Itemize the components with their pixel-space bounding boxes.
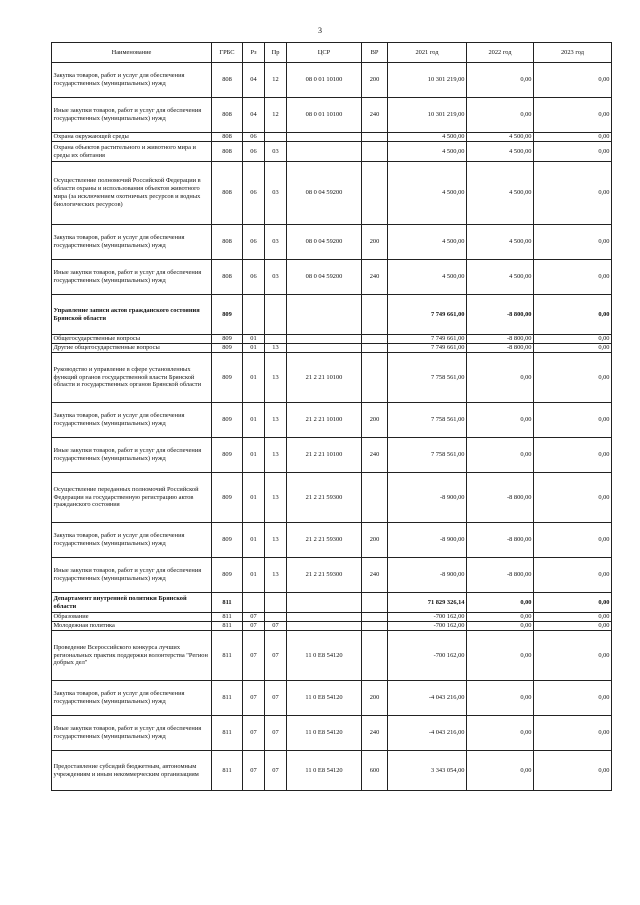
cell-vr	[362, 622, 388, 631]
cell-grbs: 809	[212, 335, 243, 344]
cell-2023: 0,00	[534, 295, 612, 335]
cell-rz: 07	[243, 622, 265, 631]
cell-2021: 4 500,00	[388, 133, 467, 142]
cell-pr: 13	[265, 403, 287, 438]
cell-pr: 13	[265, 523, 287, 558]
cell-grbs: 808	[212, 142, 243, 162]
cell-2023: 0,00	[534, 631, 612, 681]
cell-grbs: 809	[212, 438, 243, 473]
cell-2021: 4 500,00	[388, 142, 467, 162]
cell-pr	[265, 613, 287, 622]
cell-rz: 01	[243, 438, 265, 473]
cell-pr: 07	[265, 681, 287, 716]
cell-name: Закупка товаров, работ и услуг для обеспечения государственных (муниципальных) нужд	[52, 523, 212, 558]
cell-csr	[287, 133, 362, 142]
cell-2021: -700 162,00	[388, 622, 467, 631]
table-row	[52, 353, 612, 403]
cell-grbs: 808	[212, 133, 243, 142]
cell-vr: 600	[362, 751, 388, 791]
cell-vr	[362, 142, 388, 162]
cell-2022: -8 800,00	[467, 344, 534, 353]
cell-rz: 01	[243, 523, 265, 558]
cell-rz: 01	[243, 353, 265, 403]
table-row	[52, 631, 612, 681]
cell-vr: 200	[362, 681, 388, 716]
cell-2023: 0,00	[534, 681, 612, 716]
cell-rz: 01	[243, 558, 265, 593]
col-header-grbs: ГРБС	[212, 43, 243, 63]
table-row	[52, 473, 612, 523]
cell-2022: 4 500,00	[467, 162, 534, 225]
table-row	[52, 344, 612, 353]
cell-grbs: 808	[212, 98, 243, 133]
cell-2023: 0,00	[534, 558, 612, 593]
cell-name: Иные закупки товаров, работ и услуг для обеспечения государственных (муниципальных) нужд	[52, 438, 212, 473]
table-row	[52, 260, 612, 295]
cell-pr: 12	[265, 63, 287, 98]
cell-name: Иные закупки товаров, работ и услуг для обеспечения государственных (муниципальных) нужд	[52, 716, 212, 751]
cell-rz: 04	[243, 98, 265, 133]
cell-csr	[287, 344, 362, 353]
cell-grbs: 811	[212, 751, 243, 791]
col-header-csr: ЦСР	[287, 43, 362, 63]
cell-2023: 0,00	[534, 593, 612, 613]
cell-pr: 03	[265, 260, 287, 295]
cell-2023: 0,00	[534, 225, 612, 260]
cell-grbs: 811	[212, 631, 243, 681]
cell-rz: 07	[243, 716, 265, 751]
cell-vr	[362, 473, 388, 523]
table-row	[52, 63, 612, 98]
cell-name: Иные закупки товаров, работ и услуг для обеспечения государственных (муниципальных) нужд	[52, 260, 212, 295]
cell-2023: 0,00	[534, 162, 612, 225]
cell-name: Проведение Всероссийского конкурса лучших региональных практик поддержки волонтерства "Регион добрых дел"	[52, 631, 212, 681]
cell-2022: -8 800,00	[467, 558, 534, 593]
cell-2022: 0,00	[467, 716, 534, 751]
cell-name: Охрана объектов растительного и животного мира и среды их обитания	[52, 142, 212, 162]
cell-pr: 07	[265, 631, 287, 681]
table-row	[52, 681, 612, 716]
cell-csr: 11 0 E8 54120	[287, 716, 362, 751]
cell-2022: -8 800,00	[467, 295, 534, 335]
cell-2023: 0,00	[534, 438, 612, 473]
cell-name: Управление записи актов гражданского состояния Брянской области	[52, 295, 212, 335]
cell-2021: 4 500,00	[388, 260, 467, 295]
cell-grbs: 808	[212, 162, 243, 225]
cell-grbs: 811	[212, 681, 243, 716]
cell-csr	[287, 622, 362, 631]
cell-rz: 07	[243, 751, 265, 791]
cell-vr: 240	[362, 98, 388, 133]
cell-vr	[362, 162, 388, 225]
cell-name: Иные закупки товаров, работ и услуг для обеспечения государственных (муниципальных) нужд	[52, 558, 212, 593]
cell-2023: 0,00	[534, 335, 612, 344]
cell-grbs: 809	[212, 295, 243, 335]
cell-vr: 200	[362, 523, 388, 558]
table-row	[52, 613, 612, 622]
budget-table	[51, 42, 612, 791]
cell-2022: 0,00	[467, 631, 534, 681]
cell-2021: -4 043 216,00	[388, 716, 467, 751]
col-header-pr: Пр	[265, 43, 287, 63]
cell-pr: 03	[265, 142, 287, 162]
cell-grbs: 811	[212, 613, 243, 622]
cell-csr	[287, 295, 362, 335]
col-header-name: Наименование	[52, 43, 212, 63]
cell-vr: 240	[362, 438, 388, 473]
cell-name: Закупка товаров, работ и услуг для обеспечения государственных (муниципальных) нужд	[52, 63, 212, 98]
table-row	[52, 225, 612, 260]
cell-name: Закупка товаров, работ и услуг для обеспечения государственных (муниципальных) нужд	[52, 681, 212, 716]
table-row	[52, 295, 612, 335]
cell-vr: 200	[362, 403, 388, 438]
cell-pr: 07	[265, 622, 287, 631]
cell-rz: 01	[243, 335, 265, 344]
cell-2022: -8 800,00	[467, 335, 534, 344]
cell-name: Закупка товаров, работ и услуг для обеспечения государственных (муниципальных) нужд	[52, 225, 212, 260]
cell-grbs: 809	[212, 403, 243, 438]
cell-pr: 13	[265, 353, 287, 403]
cell-2022: 0,00	[467, 751, 534, 791]
col-header-2021: 2021 год	[388, 43, 467, 63]
cell-grbs: 811	[212, 716, 243, 751]
cell-csr: 08 0 04 59200	[287, 225, 362, 260]
cell-grbs: 809	[212, 523, 243, 558]
cell-grbs: 809	[212, 344, 243, 353]
cell-csr: 11 0 E8 54120	[287, 681, 362, 716]
cell-name: Иные закупки товаров, работ и услуг для обеспечения государственных (муниципальных) нужд	[52, 98, 212, 133]
col-header-2023: 2023 год	[534, 43, 612, 63]
cell-name: Осуществление полномочий Российской Федерации в области охраны и использования объектов животного мира (за исключением охотничьих ресурсов и водных биологических ресурсов)	[52, 162, 212, 225]
cell-2021: -700 162,00	[388, 631, 467, 681]
cell-pr	[265, 593, 287, 613]
cell-grbs: 809	[212, 473, 243, 523]
cell-grbs: 811	[212, 593, 243, 613]
cell-name: Образование	[52, 613, 212, 622]
cell-2021: -4 043 216,00	[388, 681, 467, 716]
cell-pr	[265, 133, 287, 142]
cell-2023: 0,00	[534, 63, 612, 98]
cell-csr: 21 2 21 59300	[287, 558, 362, 593]
cell-rz: 07	[243, 613, 265, 622]
cell-grbs: 808	[212, 225, 243, 260]
cell-pr: 12	[265, 98, 287, 133]
cell-csr: 11 0 E8 54120	[287, 631, 362, 681]
cell-vr	[362, 133, 388, 142]
cell-2021: 3 343 054,00	[388, 751, 467, 791]
cell-2022: 4 500,00	[467, 133, 534, 142]
cell-csr	[287, 335, 362, 344]
cell-rz: 01	[243, 403, 265, 438]
cell-2021: -700 162,00	[388, 613, 467, 622]
cell-2023: 0,00	[534, 344, 612, 353]
cell-vr: 240	[362, 260, 388, 295]
cell-name: Руководство и управление в сфере установленных функций органов государственной власти Брянской области и государственных органов Брянской области	[52, 353, 212, 403]
cell-2022: 0,00	[467, 438, 534, 473]
cell-2022: 0,00	[467, 403, 534, 438]
cell-2022: 4 500,00	[467, 142, 534, 162]
table-row	[52, 558, 612, 593]
cell-2021: -8 900,00	[388, 558, 467, 593]
cell-vr	[362, 335, 388, 344]
col-header-vr: ВР	[362, 43, 388, 63]
cell-2023: 0,00	[534, 751, 612, 791]
cell-csr	[287, 142, 362, 162]
cell-name: Предоставление субсидий бюджетным, автономным учреждениям и иным некоммерческим организациям	[52, 751, 212, 791]
cell-2021: 7 758 561,00	[388, 353, 467, 403]
cell-pr: 13	[265, 473, 287, 523]
cell-rz	[243, 593, 265, 613]
cell-rz	[243, 295, 265, 335]
cell-pr: 07	[265, 716, 287, 751]
cell-2021: 7 758 561,00	[388, 403, 467, 438]
table-row	[52, 523, 612, 558]
cell-2023: 0,00	[534, 716, 612, 751]
page-number: 3	[318, 26, 322, 35]
cell-2023: 0,00	[534, 353, 612, 403]
cell-rz: 04	[243, 63, 265, 98]
cell-2022: -8 800,00	[467, 523, 534, 558]
cell-rz: 07	[243, 631, 265, 681]
cell-pr	[265, 335, 287, 344]
cell-csr	[287, 613, 362, 622]
table-row	[52, 438, 612, 473]
cell-rz: 06	[243, 142, 265, 162]
cell-2022: 0,00	[467, 593, 534, 613]
cell-2022: 0,00	[467, 613, 534, 622]
cell-2023: 0,00	[534, 523, 612, 558]
cell-csr: 08 0 01 10100	[287, 63, 362, 98]
cell-csr	[287, 593, 362, 613]
cell-grbs: 809	[212, 353, 243, 403]
cell-pr: 13	[265, 438, 287, 473]
cell-2022: 4 500,00	[467, 225, 534, 260]
cell-vr	[362, 344, 388, 353]
cell-2021: 7 758 561,00	[388, 438, 467, 473]
cell-rz: 06	[243, 162, 265, 225]
cell-2023: 0,00	[534, 613, 612, 622]
cell-csr: 08 0 01 10100	[287, 98, 362, 133]
table-body	[52, 63, 612, 791]
cell-2023: 0,00	[534, 473, 612, 523]
cell-2021: -8 900,00	[388, 473, 467, 523]
cell-rz: 01	[243, 473, 265, 523]
cell-name: Охрана окружающей среды	[52, 133, 212, 142]
cell-2023: 0,00	[534, 260, 612, 295]
cell-2021: 7 749 661,00	[388, 344, 467, 353]
cell-pr: 13	[265, 344, 287, 353]
cell-name: Департамент внутренней политики Брянской области	[52, 593, 212, 613]
cell-2022: 0,00	[467, 622, 534, 631]
cell-csr: 21 2 21 10100	[287, 403, 362, 438]
cell-vr	[362, 593, 388, 613]
cell-2021: 71 829 326,14	[388, 593, 467, 613]
cell-2022: 0,00	[467, 681, 534, 716]
cell-2021: 7 749 661,00	[388, 335, 467, 344]
cell-pr: 03	[265, 162, 287, 225]
cell-csr: 08 0 04 59200	[287, 162, 362, 225]
cell-2022: 4 500,00	[467, 260, 534, 295]
cell-name: Общегосударственные вопросы	[52, 335, 212, 344]
cell-2023: 0,00	[534, 622, 612, 631]
cell-2022: -8 800,00	[467, 473, 534, 523]
cell-csr: 11 0 E8 54120	[287, 751, 362, 791]
table-row	[52, 403, 612, 438]
cell-grbs: 808	[212, 260, 243, 295]
cell-csr: 21 2 21 59300	[287, 523, 362, 558]
col-header-2022: 2022 год	[467, 43, 534, 63]
cell-pr: 07	[265, 751, 287, 791]
cell-name: Закупка товаров, работ и услуг для обеспечения государственных (муниципальных) нужд	[52, 403, 212, 438]
cell-2021: 4 500,00	[388, 162, 467, 225]
cell-pr: 03	[265, 225, 287, 260]
table-row	[52, 142, 612, 162]
cell-vr: 200	[362, 63, 388, 98]
cell-2022: 0,00	[467, 98, 534, 133]
cell-2021: 4 500,00	[388, 225, 467, 260]
cell-2023: 0,00	[534, 98, 612, 133]
table-row	[52, 133, 612, 142]
table-row	[52, 162, 612, 225]
col-header-rz: Рз	[243, 43, 265, 63]
cell-2022: 0,00	[467, 353, 534, 403]
cell-vr	[362, 613, 388, 622]
table-header-row	[52, 43, 612, 63]
cell-rz: 01	[243, 344, 265, 353]
cell-vr	[362, 353, 388, 403]
cell-pr: 13	[265, 558, 287, 593]
cell-2022: 0,00	[467, 63, 534, 98]
cell-rz: 06	[243, 260, 265, 295]
cell-name: Молодежная политика	[52, 622, 212, 631]
cell-name: Другие общегосударственные вопросы	[52, 344, 212, 353]
cell-grbs: 811	[212, 622, 243, 631]
cell-rz: 07	[243, 681, 265, 716]
cell-grbs: 809	[212, 558, 243, 593]
cell-vr	[362, 295, 388, 335]
cell-2023: 0,00	[534, 133, 612, 142]
table-row	[52, 335, 612, 344]
cell-pr	[265, 295, 287, 335]
cell-csr: 08 0 04 59200	[287, 260, 362, 295]
cell-2021: 10 301 219,00	[388, 63, 467, 98]
table-row	[52, 98, 612, 133]
cell-2023: 0,00	[534, 403, 612, 438]
cell-vr: 200	[362, 225, 388, 260]
cell-2021: 7 749 661,00	[388, 295, 467, 335]
cell-vr	[362, 631, 388, 681]
cell-name: Осуществление переданных полномочий Российской Федерации на государственную регистрацию актов гражданского состояния	[52, 473, 212, 523]
table-row	[52, 593, 612, 613]
table-row	[52, 751, 612, 791]
cell-grbs: 808	[212, 63, 243, 98]
cell-csr: 21 2 21 10100	[287, 353, 362, 403]
cell-rz: 06	[243, 133, 265, 142]
cell-rz: 06	[243, 225, 265, 260]
cell-vr: 240	[362, 716, 388, 751]
table-row	[52, 716, 612, 751]
cell-csr: 21 2 21 10100	[287, 438, 362, 473]
cell-csr: 21 2 21 59300	[287, 473, 362, 523]
cell-2021: 10 301 219,00	[388, 98, 467, 133]
cell-2023: 0,00	[534, 142, 612, 162]
table-row	[52, 622, 612, 631]
cell-2021: -8 900,00	[388, 523, 467, 558]
cell-vr: 240	[362, 558, 388, 593]
